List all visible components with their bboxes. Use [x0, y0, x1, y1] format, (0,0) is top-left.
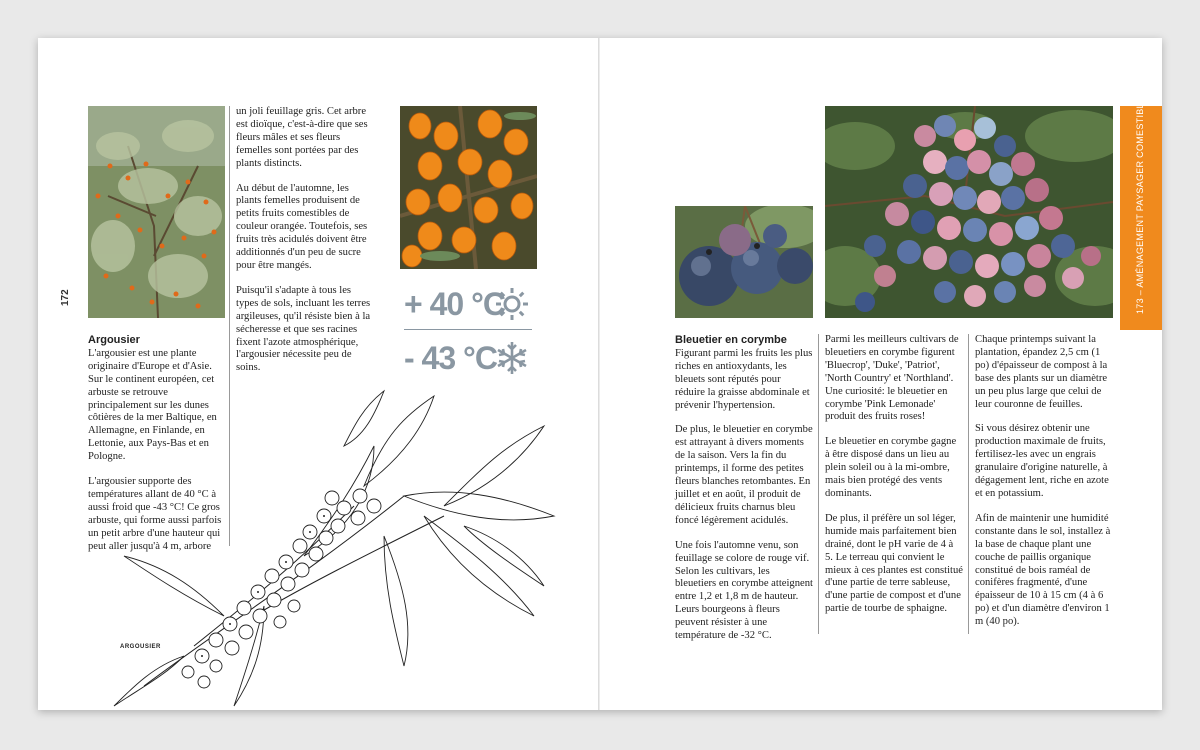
- column-divider: [968, 334, 969, 634]
- argousier-text-col2: [236, 106, 376, 387]
- book-spread: [38, 38, 1162, 710]
- right-page: [600, 38, 1162, 710]
- page-number-left: 172: [60, 289, 71, 306]
- section-sidebar: [1120, 96, 1162, 330]
- sketch-label: ARGOUSIER: [120, 644, 161, 650]
- paragraph: L'argousier est une plante originaire d'Europe et d'Asie. Sur le continent européen, cet arbuste se retrouve principalement sur les dunes côtières de la mer Baltique, en Allemagne, en Finlande, en Lettonie, aux Pays-Bas et en Pologne.: [88, 347, 217, 463]
- bleuetier-text-col1: [675, 334, 813, 655]
- paragraph: De plus, il préfère un sol léger, humide mais parfaitement bien drainé, dont le pH varie de 4 à 5. Le terreau qui convient le mieux à ces plantes est constitué d'une partie de terre sableuse, d'une partie de compost et d'une partie de tourbe de sphaigne.: [825, 512, 963, 615]
- paragraph: Une fois l'automne venu, son feuillage se colore de rouge vif. Selon les cultivars, les bleuetiers en corymbe atteignent entre 1,2 et 1,8 m de hauteur. Leurs bourgeons à fleurs peuvent résister à une température de -32 °C.: [675, 539, 813, 642]
- left-page: [38, 38, 598, 710]
- argousier-sketch: [104, 386, 584, 710]
- column-divider: [818, 334, 819, 634]
- bleuetier-text-col3: [975, 334, 1115, 641]
- blueberry-closeup-photo: [675, 206, 813, 318]
- paragraph: Au début de l'automne, les plants femelles produisent de petits fruits comestibles de couleur orangée. Toutefois, ses fruits très acidulés doivent être additionnés d'un peu de sucre pour être mangés.: [236, 182, 368, 271]
- paragraph: Si vous désirez obtenir une production maximale de fruits, fertilisez-les avec un engrais granulaire d'origine naturelle, à dégagement lent, riche en azote et en potassium.: [975, 423, 1109, 499]
- paragraph: L'argousier supporte des températures allant de 40 °C à aussi froid que -43 °C! Ce gros arbuste, qui forme aussi parfois un petit arbre d'une hauteur qui peut aller jusqu'à 4 m, arbore: [88, 476, 222, 552]
- blueberry-bush-photo: [825, 106, 1113, 318]
- paragraph: Parmi les meilleurs cultivars de bleuetiers en corymbe figurent 'Bluecrop', 'Duke', 'Patriot', 'North Country' et 'Northland'. Une curiosité: le bleuetier en corymbe 'Pink Lemonade' produit des fruits roses!: [825, 334, 959, 423]
- paragraph: Puisqu'il s'adapte à tous les types de sols, incluant les terres argileuses, qu'il résiste bien à la sécheresse et que ses racines fixent l'azote atmosphérique, l'argousier nécessite peu de soins.: [236, 284, 371, 374]
- bleuetier-text-col2: [825, 334, 963, 628]
- sea-buckthorn-bush-photo: [88, 106, 225, 318]
- sea-buckthorn-berries-photo: [400, 106, 537, 269]
- temperature-low: - 43 °C: [404, 340, 497, 376]
- temperature-high: + 40 °C: [404, 286, 505, 322]
- sidebar-title: 173 – AMÉNAGEMENT PAYSAGER COMESTIBLE: [1135, 96, 1145, 314]
- temperature-divider: [404, 329, 532, 330]
- paragraph: un joli feuillage gris. Cet arbre est dioïque, c'est-à-dire que ses fleurs mâles et ses fleurs femelles sont portées par des plants distincts.: [236, 106, 368, 169]
- paragraph: Figurant parmi les fruits les plus riches en antioxydants, les bleuets sont réputés pour réduire la graisse abdominale et prévenir l'hypertension.: [675, 347, 813, 411]
- bleuetier-title: Bleuetier en corymbe: [675, 334, 787, 346]
- sun-icon: [494, 286, 530, 322]
- paragraph: Chaque printemps suivant la plantation, épandez 2,5 cm (1 po) d'épaisseur de compost à la base des plants sur un diamètre un peu plus large que celui de leur couronne de feuilles.: [975, 334, 1108, 410]
- argousier-title: Argousier: [88, 334, 140, 346]
- paragraph: De plus, le bleuetier en corymbe est attrayant à divers moments de la saison. Vers la fin du printemps, il forme des petites fleurs blanches retombantes. En juillet et en août, il produit de délicieux fruits charnus bleu foncé légèrement acidulés.: [675, 424, 813, 526]
- paragraph: Afin de maintenir une humidité constante dans le sol, installez à la base de chaque plant une couche de paillis organique constitué de bois raméal de conifères fragmenté, d'une épaisseur de 10 à 15 cm (4 à 6 po) et d'un diamètre d'environ 1 m (40 po).: [975, 512, 1111, 628]
- paragraph: Le bleuetier en corymbe gagne à être disposé dans un lieu au plein soleil ou à la mi-ombre, mais bien protégé des vents dominants.: [825, 436, 957, 499]
- snowflake-icon: [494, 340, 530, 376]
